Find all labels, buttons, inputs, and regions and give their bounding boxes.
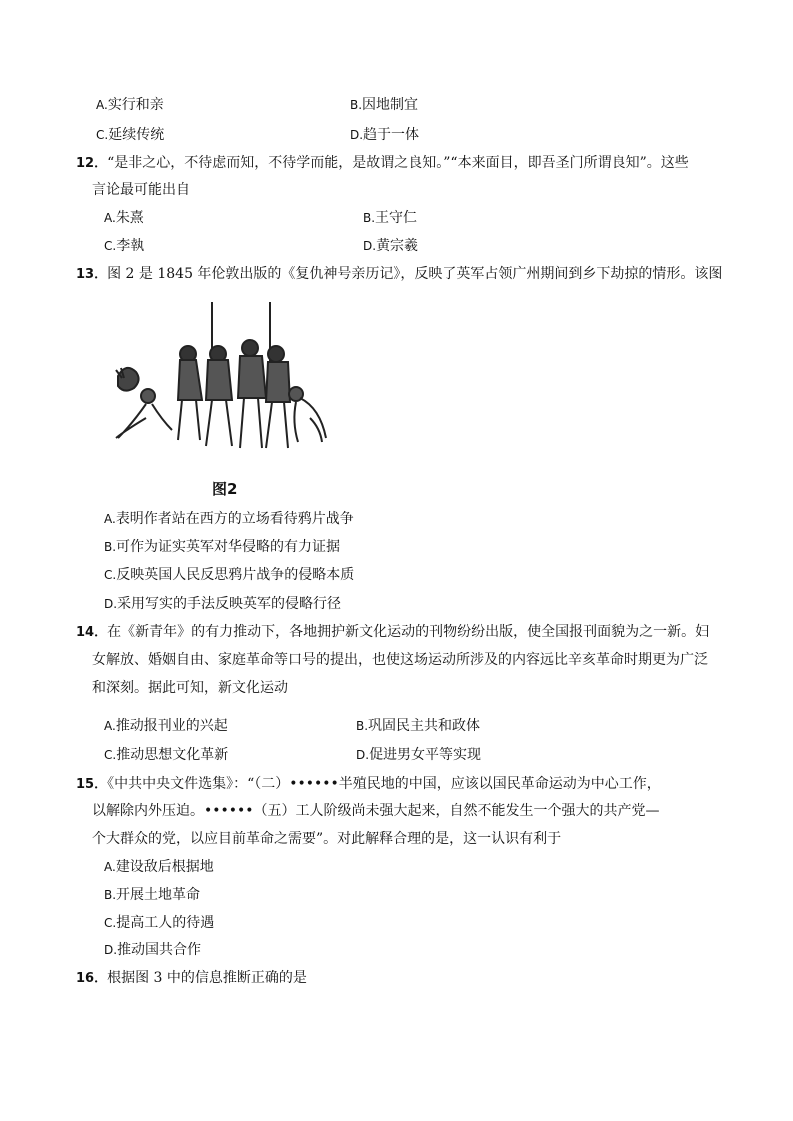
q12-option-d: D.黄宗羲: [363, 238, 419, 254]
q14-option-c: C.推动思想文化革新: [104, 747, 229, 763]
q12-option-a: A.朱熹: [104, 210, 144, 226]
q13-option-a: A.表明作者站在西方的立场看待鸦片战争: [104, 511, 354, 527]
q15-option-b: B.开展土地革命: [104, 887, 201, 903]
q12-option-c: C.李執: [104, 238, 145, 254]
q14-option-a: A.推动报刊业的兴起: [104, 718, 228, 734]
q13-option-d: D.采用写实的手法反映英军的侵略行径: [104, 596, 342, 612]
q12-stem-line2: 言论最可能出自: [92, 182, 190, 198]
q15-option-c: C.提高工人的待遇: [104, 915, 215, 931]
q16-stem-line1: 16．根据图 3 中的信息推断正确的是: [76, 970, 307, 986]
q15-option-a: A.建设敌后根据地: [104, 859, 214, 875]
q15-stem-line3: 个大群众的党，以应目前革命之需要”。对此解释合理的是，这一认识有利于: [92, 831, 562, 847]
q15-stem-line1: 15．《中共中央文件选集》：“（二）••••••半殖民地的中国，应该以国民革命运动为中心工作，: [76, 776, 661, 792]
q12-stem-line1: 12．“是非之心，不待虑而知，不待学而能，是故谓之良知。”“本来面目，即吾圣门所谓良知”。这些: [76, 155, 689, 171]
q13-option-c: C.反映英国人民反思鸦片战争的侵略本质: [104, 567, 355, 583]
q14-stem-line1: 14．在《新青年》的有力推动下，各地拥护新文化运动的刊物纷纷出版，使全国报刊面貌为之一新。妇: [76, 624, 710, 640]
q11-option-c: C.延续传统: [96, 127, 165, 143]
q11-option-d: D.趋于一体: [350, 127, 420, 143]
q12-option-b: B.王守仁: [363, 210, 418, 226]
q14-option-b: B.巩固民主共和政体: [356, 718, 481, 734]
soldiers-illustration: [100, 298, 340, 468]
q11-option-b: B.因地制宜: [350, 97, 419, 113]
q15-stem-line2: 以解除内外压迫。••••••（五）工人阶级尚未强大起来，自然不能发生一个强大的共产党—: [92, 803, 660, 819]
figure-caption: 图2: [212, 480, 238, 498]
q13-option-b: B.可作为证实英军对华侵略的有力证据: [104, 539, 341, 555]
q15-option-d: D.推动国共合作: [104, 942, 202, 958]
q11-option-a: A.实行和亲: [96, 97, 164, 113]
q14-stem-line2: 女解放、婚姻自由、家庭革命等口号的提出，也使这场运动所涉及的内容远比辛亥革命时期更为广泛: [92, 652, 708, 668]
q13-stem-line1: 13．图 2 是 1845 年伦敦出版的《复仇神号亲历记》，反映了英军占领广州期间到乡下劫掠的情形。该图: [76, 266, 723, 282]
q14-option-d: D.促进男女平等实现: [356, 747, 482, 763]
q14-stem-line3: 和深刻。据此可知，新文化运动: [92, 680, 288, 696]
